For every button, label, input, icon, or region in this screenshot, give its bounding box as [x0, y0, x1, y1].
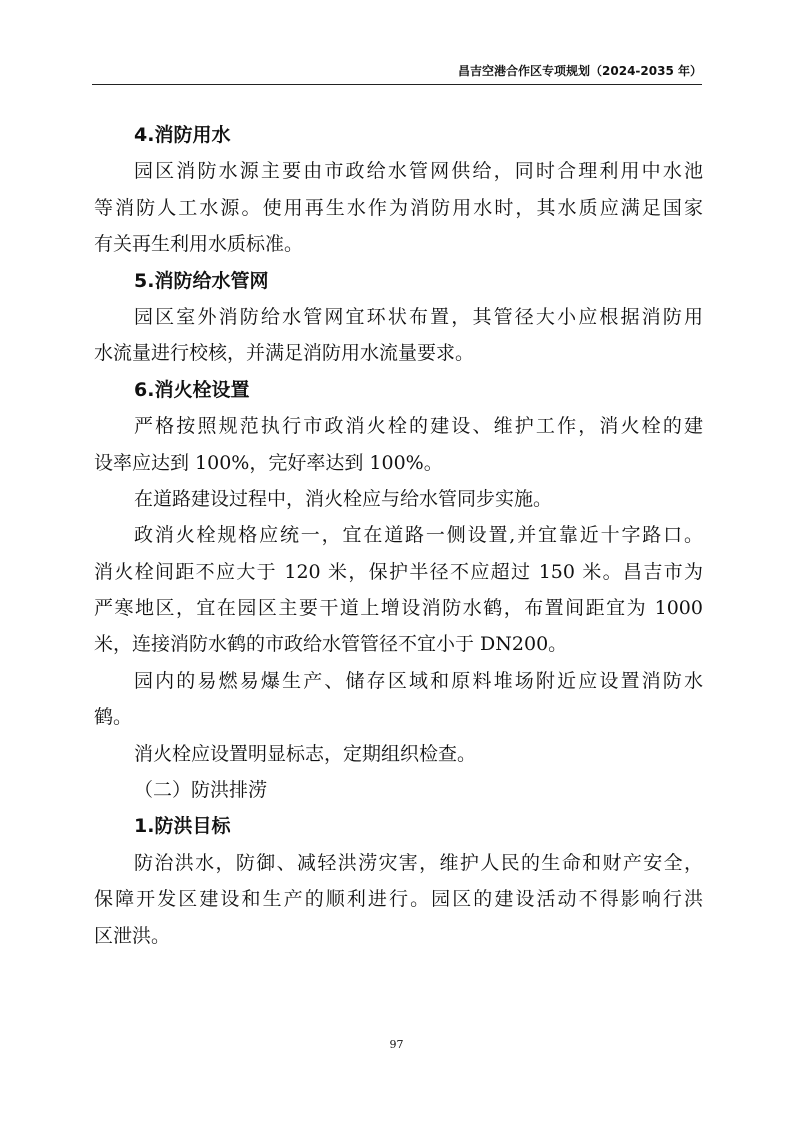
section-heading-fire-pipe-network: 5.消防给水管网: [134, 269, 269, 292]
paragraph-line: 鹤。: [94, 706, 133, 729]
paragraph-line: 等消防人工水源。使用再生水作为消防用水时，其水质应满足国家: [94, 196, 703, 219]
document-title: 昌吉空港合作区专项规划（2024-2035 年）: [458, 64, 702, 78]
page-header: [92, 60, 702, 86]
paragraph-line: 园区消防水源主要由市政给水管网供给，同时合理利用中水池: [134, 160, 703, 183]
paragraph-line: 园内的易燃易爆生产、储存区域和原料堆场附近应设置消防水: [134, 669, 703, 692]
page-number: 97: [389, 1038, 404, 1051]
header-divider: [92, 84, 702, 85]
paragraph-line: 严格按照规范执行市政消火栓的建设、维护工作，消火栓的建: [134, 415, 703, 438]
section-heading-hydrant-setup: 6.消火栓设置: [134, 378, 250, 401]
paragraph-line: 防治洪水，防御、减轻洪涝灾害，维护人民的生命和财产安全，: [134, 851, 703, 874]
paragraph-line: 严寒地区，宜在园区主要干道上增设消防水鹤，布置间距宜为 1000: [94, 597, 703, 620]
subsection-heading-flood-control: （二）防洪排涝: [134, 779, 268, 802]
section-heading-fire-water: 4.消防用水: [134, 124, 231, 146]
paragraph-line: 水流量进行校核，并满足消防用水流量要求。: [94, 342, 475, 365]
paragraph-line: 消火栓应设置明显标志，定期组织检查。: [134, 742, 477, 765]
paragraph-line: 有关再生利用水质标准。: [94, 233, 304, 256]
paragraph-line: 米，连接消防水鹤的市政给水管管径不宜小于 DN200。: [94, 633, 568, 656]
paragraph-line: 保障开发区建设和生产的顺利进行。园区的建设活动不得影响行洪: [94, 888, 703, 911]
paragraph-line: 政消火栓规格应统一，宜在道路一侧设置,并宜靠近十字路口。: [134, 524, 703, 547]
section-heading-flood-goals: 1.防洪目标: [134, 815, 231, 838]
paragraph-line: 区泄洪。: [94, 924, 171, 947]
document-body: [94, 117, 703, 954]
paragraph-line: 消火栓间距不应大于 120 米，保护半径不应超过 150 米。昌吉市为: [94, 560, 703, 583]
paragraph-line: 园区室外消防给水管网宜环状布置，其管径大小应根据消防用: [134, 305, 703, 328]
paragraph-line: 设率应达到 100%，完好率达到 100%。: [94, 451, 443, 474]
paragraph-line: 在道路建设过程中，消火栓应与给水管同步实施。: [134, 487, 553, 510]
